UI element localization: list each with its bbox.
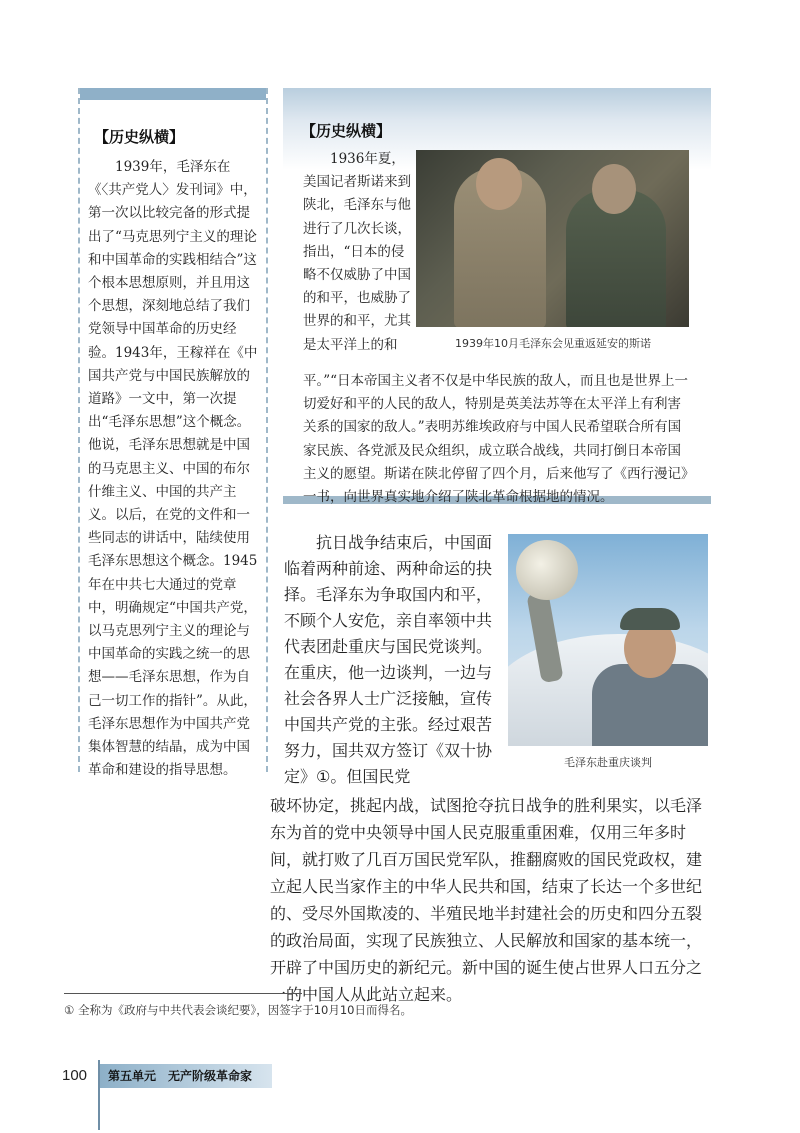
photo-mao-and-snow — [416, 150, 689, 327]
box-heading: 【历史纵横】 — [301, 122, 392, 140]
history-box-snow — [283, 88, 711, 504]
main-paragraph-side: 抗日战争结束后，中国面临着两种前途、两种命运的抉择。毛泽东为争取国内和平，不顾个人安危，亲自率领中共代表团赴重庆与国民党谈判。在重庆，他一边谈判，一边与社会各界人士广泛接触，宣传中国共产党的主张。经过艰苦努力，国共双方签订《双十协定》①。但国民党 — [284, 533, 493, 786]
footnote-divider — [64, 993, 302, 994]
photo-caption-chongqing: 毛泽东赴重庆谈判 — [564, 756, 652, 769]
sidebar-body: 1939年，毛泽东在《〈共产党人〉发刊词》中，第一次以比较完备的形式提出了“马克思列宁主义的理论和中国革命的实践相结合”这个根本思想原则，并且用这个思想，深刻地总结了我们党领导中国革命的历史经验。1943年，王稼祥在《中国共产党与中国民族解放的道路》一文中，第一次提出“毛泽东思想”这个概念。他说，毛泽东思想就是中国的马克思主义、中国的布尔什维主义、中国的共产主义。以后，在党的文件和一些同志的讲话中，陆续使用毛泽东思想这个概念。1945年在中共七大通过的党章中，明确规定“中国共产党，以马克思列宁主义的理论与中国革命的实践之统一的思想——毛泽东思想，作为自己一切工作的指针”。从此，毛泽东思想作为中国共产党集体智慧的结晶，成为中国革命和建设的指导思想。 — [88, 159, 258, 779]
sidebar-heading: 【历史纵横】 — [94, 128, 185, 146]
footnote: ① 全称为《政府与中共代表会谈纪要》，因签字于10月10日而得名。 — [64, 1003, 412, 1017]
photo-chongqing-negotiation — [508, 534, 708, 746]
page-number: 100 — [62, 1067, 88, 1084]
box-body-side: 1936年夏，美国记者斯诺来到陕北，毛泽东与他进行了几次长谈，指出，“日本的侵略不仅威胁了中国的和平，也威胁了世界的和平，尤其是太平洋上的和 — [303, 151, 411, 353]
box-body-bottom: 平。”“日本帝国主义者不仅是中华民族的敌人，而且也是世界上一切爱好和平的人民的敌人，特别是英美法苏等在太平洋上有利害关系的国家的敌人。”表明苏维埃政府与中国人民希望联合所有国家民族、各党派及民众组织，成立联合战线，共同打倒日本帝国主义的愿望。斯诺在陕北停留了四个月，后来他写了《西行漫记》一书，向世界真实地介绍了陕北革命根据地的情况。 — [303, 373, 689, 506]
photo-caption-snow: 1939年10月毛泽东会见重返延安的斯诺 — [455, 337, 651, 350]
history-sidebar — [78, 88, 268, 779]
unit-title: 第五单元 无产阶级革命家 — [100, 1064, 272, 1088]
main-paragraph-bottom: 破坏协定，挑起内战，试图抢夺抗日战争的胜利果实，以毛泽东为首的党中央领导中国人民克服重重困难，仅用三年多时间，就打败了几百万国民党军队，推翻腐败的国民党政权，建立起人民当家作主的中华人民共和国，结束了长达一个多世纪的、受尽外国欺凌的、半殖民地半封建社会的历史和四分五裂的政治局面，实现了民族独立、人民解放和国家的基本统一，开辟了中国历史的新纪元。新中国的诞生使占世界人口五分之一的中国人从此站立起来。 — [270, 796, 703, 1004]
sidebar-header-bar — [80, 88, 266, 100]
